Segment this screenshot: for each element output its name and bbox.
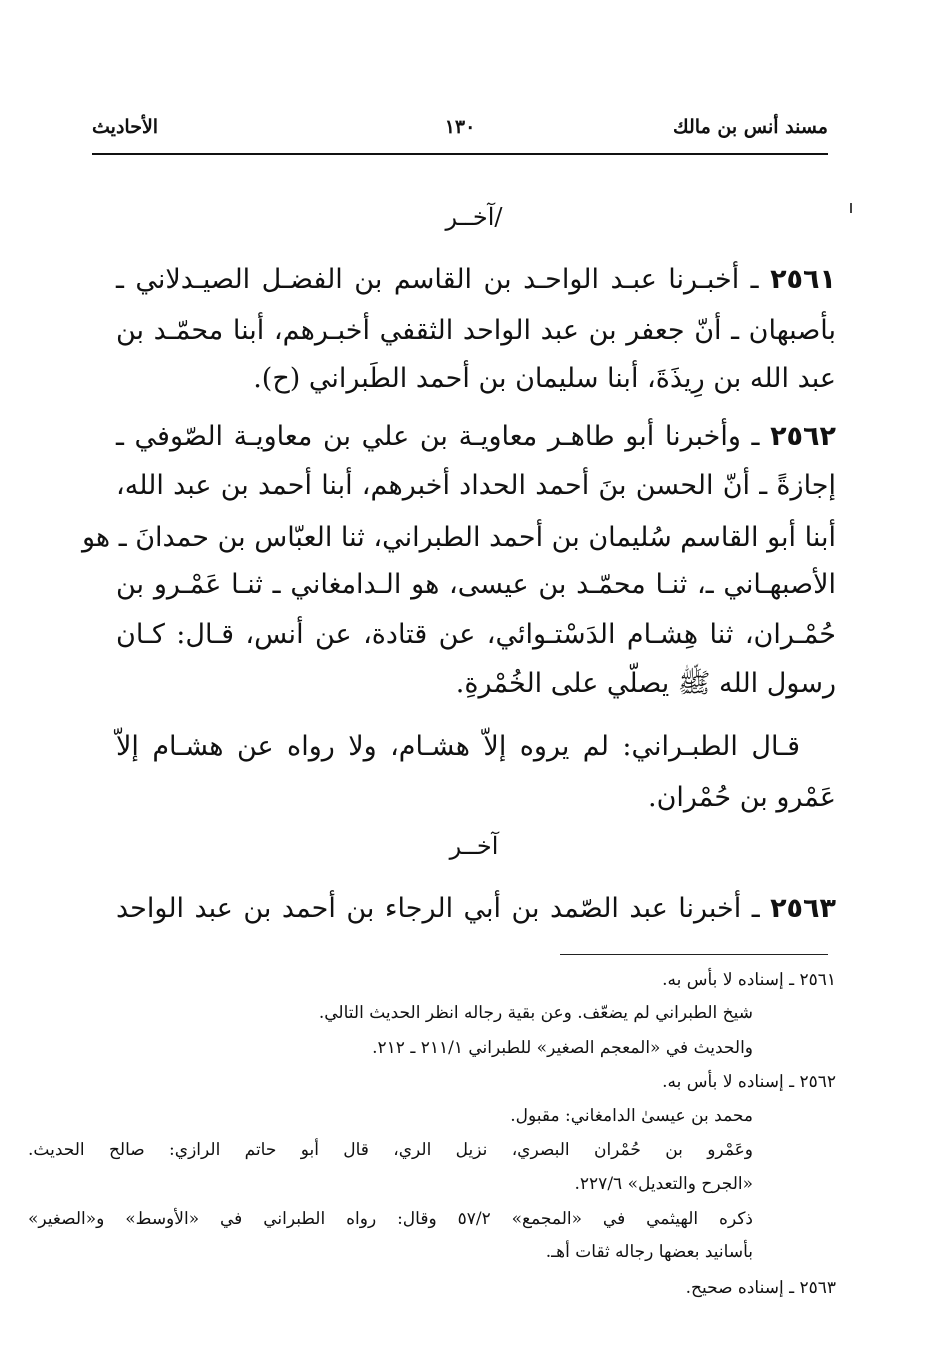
hadith-number: ٢٥٦٢ xyxy=(770,421,836,452)
hadith-2562-line-6: رسول الله ﷺ يصلّي على الخُمْرةِ. xyxy=(455,668,836,699)
tabarani-comment-line-1: قـال الطبـراني: لم يروه إلاّ هشـام، ولا رواه عن هشـام إلاّ xyxy=(116,731,800,762)
heading-another: آخــر xyxy=(449,832,499,860)
footnote-2562: ٢٥٦٢ ـ إسناده لا بأس به. xyxy=(662,1072,836,1092)
hadith-2563-line-1: ٢٥٦٣ ـ أخبرنا عبد الصّمد بن أبي الرجاء بن أحمد بن عبد الواحد xyxy=(116,893,836,924)
hadith-2561-line-1: ٢٥٦١ ـ أخبـرنا عبـد الواحـد بن القاسم بن الفضـل الصيـدلاني ـ xyxy=(116,264,836,295)
page-number: ١٣٠ xyxy=(444,116,476,138)
hadith-number: ٢٥٦١ xyxy=(770,264,836,295)
footnote-2562-line-3: «الجرح والتعديل» ٢٢٧/٦. xyxy=(574,1174,753,1194)
book-title: مسند أنس بن مالك xyxy=(673,116,828,138)
footnote-number: ٢٥٦٢ xyxy=(799,1072,836,1092)
section-title: الأحاديث xyxy=(92,116,159,138)
hadith-2561-line-2: بأصبهان ـ أنّ جعفر بن عبد الواحد الثقفي أخبـرهم، أبنا محمّـد بن xyxy=(116,315,836,346)
footnote-2562-line-1: محمد بن عيسىٰ الدامغاني: مقبول. xyxy=(510,1106,753,1126)
footnote-divider xyxy=(560,954,828,955)
hadith-2562-line-3: أبنا أبو القاسم سُليمان بن أحمد الطبراني، ثنا العبّاس بن حمدانَ ـ هو xyxy=(81,522,836,553)
footnote-2561: ٢٥٦١ ـ إسناده لا بأس به. xyxy=(662,970,836,990)
hadith-number: ٢٥٦٣ xyxy=(770,893,836,924)
footnote-number: ٢٥٦٣ xyxy=(799,1278,836,1298)
running-header xyxy=(92,116,828,156)
footnote-2561-line-2: والحديث في «المعجم الصغير» للطبراني ٢١١/١ ـ ٢١٢. xyxy=(372,1038,753,1058)
hadith-2562-line-2: إجازةً ـ أنّ الحسن بنَ أحمد الحداد أخبرهم، أبنا أحمد بن عبد الله، xyxy=(116,470,836,501)
hadith-2562-line-1: ٢٥٦٢ ـ وأخبرنا أبو طاهـر معاويـة بن علي بن معاويـة الصّوفي ـ xyxy=(116,421,836,452)
footnote-2562-line-4: ذكره الهيثمي في «المجمع» ٥٧/٢ وقال: رواه الطبراني في «الأوسط» و«الصغير» xyxy=(28,1209,753,1229)
footnote-2562-line-5: بأسانيد بعضها رجاله ثقات أهـ. xyxy=(545,1242,753,1262)
footnote-2562-line-2: وعَمْرو بن حُمْران البصري، نزيل الري، قال أبو حاتم الرازي: صالح الحديث. xyxy=(28,1140,753,1160)
tabarani-comment-line-2: عَمْرو بن حُمْران. xyxy=(648,782,836,813)
footnote-2561-line-1: شيخ الطبراني لم يضعّف. وعن بقية رجاله انظر الحديث التالي. xyxy=(318,1003,753,1023)
hadith-2561-line-3: عبد الله بن رِيذَةَ، أبنا سليمان بن أحمد الطَبراني (ح). xyxy=(253,363,836,394)
footnote-2563: ٢٥٦٣ ـ إسناده صحيح. xyxy=(685,1278,836,1298)
heading-another: /آخــر xyxy=(445,203,503,231)
header-divider xyxy=(92,153,828,155)
footnote-number: ٢٥٦١ xyxy=(799,970,836,990)
hadith-2562-line-5: حُمْـران، ثنا هِشـام الدَسْتـوائي، عن قتادة، عن أنس، قـال: كـان xyxy=(116,619,836,650)
hadith-2562-line-4: الأصبهـاني ـ، ثنـا محمّـد بن عيسى، هو الـدامغاني ـ ثنـا عَمْـرو بن xyxy=(116,569,836,600)
